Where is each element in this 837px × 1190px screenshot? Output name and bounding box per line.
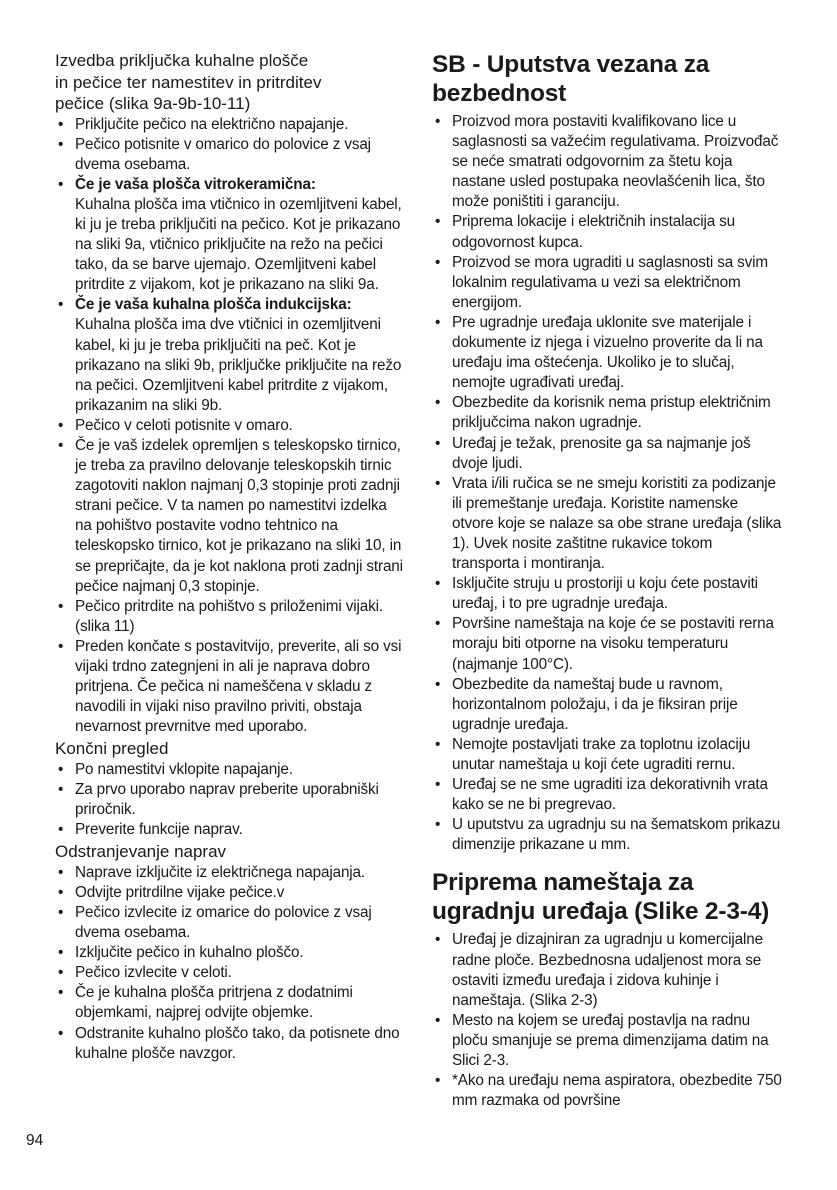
safety-list bbox=[432, 112, 782, 855]
list-item: • Preverite funkcije naprav. bbox=[55, 820, 405, 840]
list-item: • Priključite pečico na električno napajanje. bbox=[55, 115, 405, 135]
list-item: • Pečico pritrdite na pohištvo s priloženimi vijaki. (slika 11) bbox=[55, 597, 405, 637]
list-item: • Isključite struju u prostoriji u koju ćete postaviti uređaj, i to pre ugradnje uređaja. bbox=[432, 574, 782, 614]
section-heading-final-check: Končni pregled bbox=[55, 739, 169, 759]
list-item: • Vrata i/ili ručica se ne smeju koristiti za podizanje ili premeštanje uređaja. Koristite namenske otvore koje se nalaze sa obe strane uređaja (slika 1). Uvek nosite zaštitne rukavice tokom transporta i montiranja. bbox=[432, 474, 782, 574]
list-item: • Pre ugradnje uređaja uklonite sve materijale i dokumente iz njega i vizuelno proverite da li na uređaju ima oštećenja. Ukoliko je to slučaj, nemojte ugrađivati uređaj. bbox=[432, 313, 782, 393]
list-item: • Proizvod se mora ugraditi u saglasnosti sa svim lokalnim regulativama u vezi sa električnom energijom. bbox=[432, 253, 782, 313]
list-item: • U uputstvu za ugradnju su na šematskom prikazu dimenzije prikazane u mm. bbox=[432, 815, 782, 855]
right-column bbox=[432, 50, 782, 1111]
list-item: • Po namestitvi vklopite napajanje. bbox=[55, 760, 405, 780]
list-item-lead: • Če je vaša kuhalna plošča indukcijska: bbox=[75, 296, 352, 314]
list-item: • Če je vaš izdelek opremljen s teleskopsko tirnico, je treba za pravilno delovanje teleskopskih tirnic zagotoviti naklon najmanj 0,3 stopinje proti zadnji strani pečice. V ta namen po namestitvi izdelka na pohištvo postavite vodno tehtnico na teleskopsko tirnico, kot je prikazano na sliki 10, in se prepričajte, da je kot naklona proti zadnji strani pečice najmanj 0,3 stopinje. bbox=[55, 436, 405, 597]
left-column bbox=[55, 50, 405, 1064]
heading-line: SB - Uputstva vezana za bbox=[432, 51, 710, 78]
list-item: • Površine nameštaja na koje će se postaviti rerna moraju biti otporne na visoku temperaturu (najmanje 100°C). bbox=[432, 614, 782, 674]
list-item: • Priprema lokacije i električnih instalacija su odgovornost kupca. bbox=[432, 212, 782, 252]
section-heading-removal: Odstranjevanje naprav bbox=[55, 842, 227, 862]
list-item: • Proizvod mora postaviti kvalifikovano lice u saglasnosti sa važećim regulativama. Proizvođač se neće smatrati odgovornim za štetu koja nastane usled postupaka neovlašćenih lica, što može poništiti i garanciju. bbox=[432, 112, 782, 212]
section-heading-install bbox=[55, 50, 405, 115]
list-item: • Pečico izvlecite iz omarice do polovice z vsaj dvema osebama. bbox=[55, 903, 405, 943]
list-item: • Odstranite kuhalno ploščo tako, da potisnete dno kuhalne plošče navzgor. bbox=[55, 1024, 405, 1064]
list-item-lead: • Če je vaša plošča vitrokeramična: bbox=[75, 175, 316, 193]
list-item: • Uređaj se ne sme ugraditi iza dekorativnih vrata kako se ne bi pregrevao. bbox=[432, 775, 782, 815]
list-item: • Mesto na kojem se uređaj postavlja na radnu ploču smanjuje se prema dimenzijama datim na Slici 2-3. bbox=[432, 1011, 782, 1071]
list-item: • Za prvo uporabo naprav preberite uporabniški priročnik. bbox=[55, 780, 405, 820]
list-item: • Če je vaša plošča vitrokeramična: Kuhalna plošča ima vtičnico in ozemljitveni kabel, ki ju je treba priključiti na pečico. Kot je prikazano na sliki 9a, vtičnico priključite na režo na pečici tako, da se barve ujemajo. Ozemljitveni kabel pritrdite z vijakom, kot je prikazano na sliki 9a. bbox=[55, 175, 405, 296]
list-item: • Če je kuhalna plošča pritrjena z dodatnimi objemkami, najprej odvijte objemke. bbox=[55, 983, 405, 1023]
list-item: • Uređaj je dizajniran za ugradnju u komercijalne radne ploče. Bezbednosna udaljenost mora se ostaviti između uređaja i zidova kuhinje i nameštaja. (Slika 2-3) bbox=[432, 930, 782, 1010]
heading-line: pečice (slika 9a-9b-10-11) bbox=[55, 94, 251, 113]
install-list bbox=[55, 115, 405, 738]
heading-line: bezbednost bbox=[432, 80, 567, 107]
heading-line: in pečice ter namestitev in pritrditev bbox=[55, 72, 322, 92]
list-item: • Pečico v celoti potisnite v omaro. bbox=[55, 416, 405, 436]
section-heading-safety bbox=[432, 50, 782, 108]
list-item: • Preden končate s postavitvijo, preverite, ali so vsi vijaki trdno zategnjeni in ali je naprava dobro pritrjena. Če pečica ni nameščena v skladu z navodili in vijaki niso pravilno priviti, obstaja nevarnost prevrnitve med uporabo. bbox=[55, 637, 405, 737]
list-item: • Obezbedite da korisnik nema pristup električnim priključcima nakon ugradnje. bbox=[432, 393, 782, 433]
heading-line: Izvedba priključka kuhalne plošče bbox=[55, 51, 309, 70]
list-item: • Odvijte pritrdilne vijake pečice.v bbox=[55, 883, 405, 903]
list-item: • Naprave izključite iz električnega napajanja. bbox=[55, 863, 405, 883]
heading-line: ugradnju uređaja (Slike 2-3-4) bbox=[432, 898, 770, 926]
list-item: • Uređaj je težak, prenosite ga sa najmanje još dvoje ljudi. bbox=[432, 434, 782, 474]
final-check-list bbox=[55, 760, 405, 840]
list-item: • Nemojte postavljati trake za toplotnu izolaciju unutar nameštaja u koji ćete ugraditi rernu. bbox=[432, 735, 782, 775]
list-item: • Izključite pečico in kuhalno ploščo. bbox=[55, 943, 405, 963]
list-item: • Obezbedite da nameštaj bude u ravnom, horizontalnom položaju, i da je fiksiran prije ugradnje uređaja. bbox=[432, 675, 782, 735]
list-item: • Pečico izvlecite v celoti. bbox=[55, 963, 405, 983]
list-item: • Pečico potisnite v omarico do polovice z vsaj dvema osebama. bbox=[55, 135, 405, 175]
list-item: • Če je vaša kuhalna plošča indukcijska: Kuhalna plošča ima dve vtičnici in ozemljitveni kabel, ki ju je treba priključiti na peč. Kot je prikazano na sliki 9b, priključke priključite na režo na pečici. Ozemljitveni kabel pritrdite z vijakom, prikazanim na sliki 9b. bbox=[55, 295, 405, 416]
list-item: • *Ako na uređaju nema aspiratora, obezbedite 750 mm razmaka od površine bbox=[432, 1071, 782, 1111]
removal-list bbox=[55, 863, 405, 1064]
heading-line: Priprema nameštaja za bbox=[432, 869, 694, 897]
furniture-prep-list bbox=[432, 930, 782, 1111]
section-heading-furniture-prep bbox=[432, 868, 782, 926]
page-number: 94 bbox=[26, 1132, 44, 1149]
